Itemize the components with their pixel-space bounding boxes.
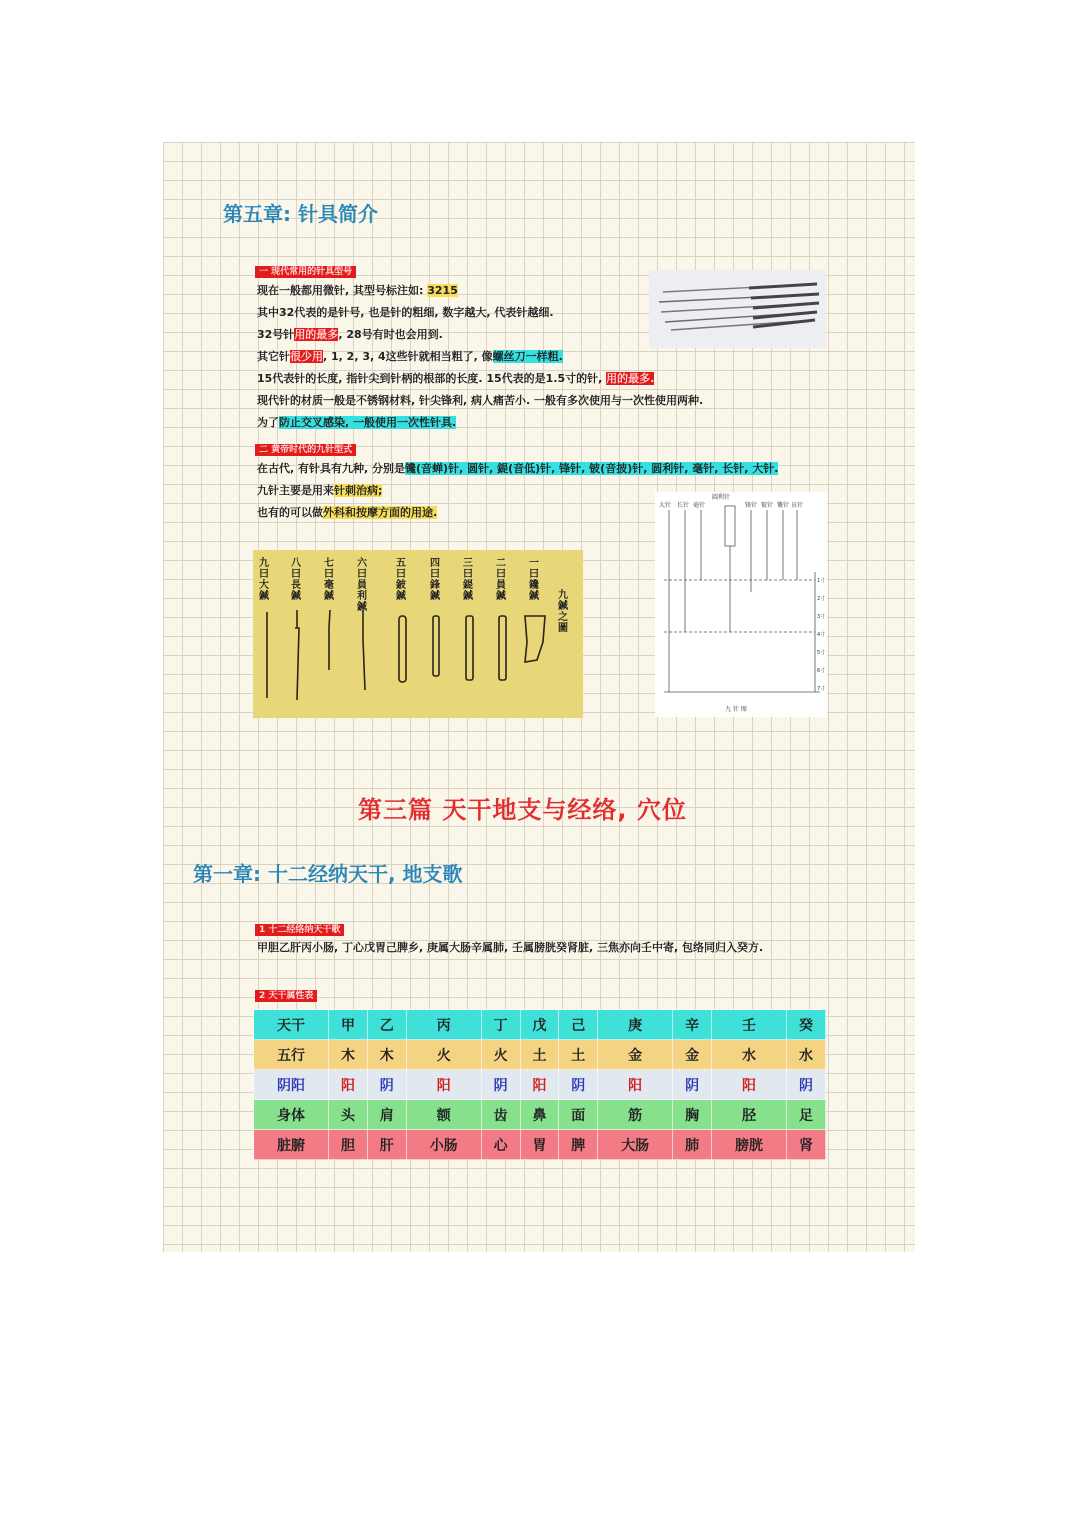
cell: 膀胱	[712, 1130, 787, 1160]
diagram-label-6: 镵针	[777, 502, 790, 509]
scale-2: 2寸	[817, 596, 826, 602]
text-line-3: 32号针用的最多, 28号有时也会用到.	[257, 328, 443, 341]
cell: 乙	[367, 1010, 406, 1040]
nine-needle-scale-diagram	[655, 492, 827, 717]
cell: 足	[787, 1100, 826, 1130]
row-label: 五行	[254, 1040, 329, 1070]
cell: 水	[712, 1040, 787, 1070]
needle-name-8: 八曰長鍼	[291, 558, 301, 602]
section1-tag: 一 现代常用的针具型号	[255, 259, 356, 278]
diagram-label-7: 员针	[791, 502, 804, 509]
text-line-4: 其它针很少用, 1, 2, 3, 4这些针就相当粗了, 像螺丝刀一样粗.	[257, 350, 563, 363]
cell: 头	[329, 1100, 368, 1130]
scale-5: 5寸	[817, 650, 826, 656]
scale-4: 4寸	[817, 632, 826, 638]
needle-name-9: 九曰大鍼	[259, 558, 269, 602]
cell: 小肠	[406, 1130, 481, 1160]
cell: 肺	[673, 1130, 712, 1160]
scale-3: 3寸	[817, 614, 826, 620]
diagram-label-4: 锋针	[745, 502, 758, 509]
cell: 火	[481, 1040, 520, 1070]
cell: 肾	[787, 1130, 826, 1160]
cell: 丙	[406, 1010, 481, 1040]
cell: 金	[673, 1040, 712, 1070]
text-line-2: 其中32代表的是针号, 也是针的粗细, 数字越大, 代表针越细.	[257, 306, 554, 319]
row-yinyang	[254, 1070, 826, 1100]
cell: 脾	[559, 1130, 598, 1160]
row-label: 脏腑	[254, 1130, 329, 1160]
cell: 土	[559, 1040, 598, 1070]
needle-name-2: 二曰員鍼	[496, 558, 506, 602]
cell: 肝	[367, 1130, 406, 1160]
tag-song: 1 十二经络纳天干歌	[255, 917, 344, 936]
cell: 木	[367, 1040, 406, 1070]
song-text: 甲胆乙肝丙小肠, 丁心戊胃己脾乡, 庚属大肠辛属肺, 壬属膀胱癸肾脏, 三焦亦向壬中寄, 包络同归入癸方.	[257, 941, 764, 954]
cell: 鼻	[520, 1100, 559, 1130]
row-wuxing	[254, 1040, 826, 1070]
cell: 壬	[712, 1010, 787, 1040]
scale-6: 6寸	[817, 668, 826, 674]
chapter5-title: 第五章: 针具简介	[223, 202, 378, 226]
cell: 土	[520, 1040, 559, 1070]
section2-tag: 二 黄帝时代的九针型式	[255, 437, 356, 456]
diagram-label-2: 长针	[677, 502, 690, 509]
diagram-top-label: 圆利针	[712, 494, 731, 501]
row-label: 阴阳	[254, 1070, 329, 1100]
nine-needles-title: 九鍼之圖	[558, 590, 568, 634]
cell: 阴	[367, 1070, 406, 1100]
cell: 癸	[787, 1010, 826, 1040]
cell: 阳	[329, 1070, 368, 1100]
cell: 阴	[673, 1070, 712, 1100]
row-label: 身体	[254, 1100, 329, 1130]
diagram-label-3: 毫针	[693, 502, 706, 509]
needle-name-1: 一曰鑱鍼	[529, 558, 539, 602]
cell: 水	[787, 1040, 826, 1070]
cell: 甲	[329, 1010, 368, 1040]
row-shenti	[254, 1100, 826, 1130]
cell: 齿	[481, 1100, 520, 1130]
text-line-7: 为了防止交叉感染, 一般使用一次性针具.	[257, 416, 457, 429]
cell: 戊	[520, 1010, 559, 1040]
text-line-5: 15代表针的长度, 指针尖到针柄的根部的长度. 15代表的是1.5寸的针, 用的最多.	[257, 372, 655, 385]
row-label: 天干	[254, 1010, 329, 1040]
cell: 阳	[406, 1070, 481, 1100]
heavenly-stems-table	[253, 1009, 826, 1160]
needle-name-4: 四曰鋒鍼	[430, 558, 440, 602]
cell: 阴	[787, 1070, 826, 1100]
text-line-8: 在古代, 有针具有九种, 分别是镵(音蝉)针, 圆针, 鍉(音低)针, 锋针, 铍(音披)针, 圆利针, 毫针, 长针, 大针.	[257, 462, 779, 475]
cell: 胸	[673, 1100, 712, 1130]
cell: 木	[329, 1040, 368, 1070]
cell: 筋	[598, 1100, 673, 1130]
cell: 胃	[520, 1130, 559, 1160]
cell: 阳	[598, 1070, 673, 1100]
cell: 庚	[598, 1010, 673, 1040]
text-line-6: 现代针的材质一般是不锈钢材料, 针尖锋利, 病人痛苦小. 一般有多次使用与一次性使用两种.	[257, 394, 704, 407]
row-zangfu	[254, 1130, 826, 1160]
row-tiangan	[254, 1010, 826, 1040]
cell: 心	[481, 1130, 520, 1160]
text-line-10: 也有的可以做外科和按摩方面的用途.	[257, 506, 438, 519]
scale-7: 7寸	[817, 686, 826, 692]
needle-name-3: 三曰鍉鍼	[463, 558, 473, 602]
cell: 额	[406, 1100, 481, 1130]
needle-name-7: 七曰毫鍼	[324, 558, 334, 602]
cell: 阳	[712, 1070, 787, 1100]
cell: 金	[598, 1040, 673, 1070]
notebook-page	[163, 142, 915, 1252]
needle-name-6: 六曰員利鍼	[357, 558, 367, 613]
diagram-label-1: 大针	[659, 502, 672, 509]
cell: 肩	[367, 1100, 406, 1130]
needle-name-5: 五曰鈹鍼	[396, 558, 406, 602]
cell: 火	[406, 1040, 481, 1070]
tag-table: 2 天干属性表	[255, 983, 317, 1002]
text-line-9: 九针主要是用来针刺治病;	[257, 484, 383, 497]
cell: 面	[559, 1100, 598, 1130]
cell: 丁	[481, 1010, 520, 1040]
diagram-caption: 九 针 图	[725, 706, 747, 713]
cell: 阴	[481, 1070, 520, 1100]
nine-needles-illustration	[253, 550, 583, 718]
cell: 己	[559, 1010, 598, 1040]
text-line-1: 现在一般都用微针, 其型号标注如: 3215	[257, 284, 458, 297]
cell: 大肠	[598, 1130, 673, 1160]
cell: 辛	[673, 1010, 712, 1040]
cell: 胫	[712, 1100, 787, 1130]
part3-title: 第三篇 天干地支与经络, 穴位	[358, 796, 687, 824]
needle-photo	[649, 270, 826, 348]
chapter1-title: 第一章: 十二经纳天干, 地支歌	[193, 862, 463, 886]
cell: 阴	[559, 1070, 598, 1100]
diagram-label-5: 铍针	[761, 502, 774, 509]
cell: 阳	[520, 1070, 559, 1100]
cell: 胆	[329, 1130, 368, 1160]
scale-1: 1寸	[817, 578, 826, 584]
